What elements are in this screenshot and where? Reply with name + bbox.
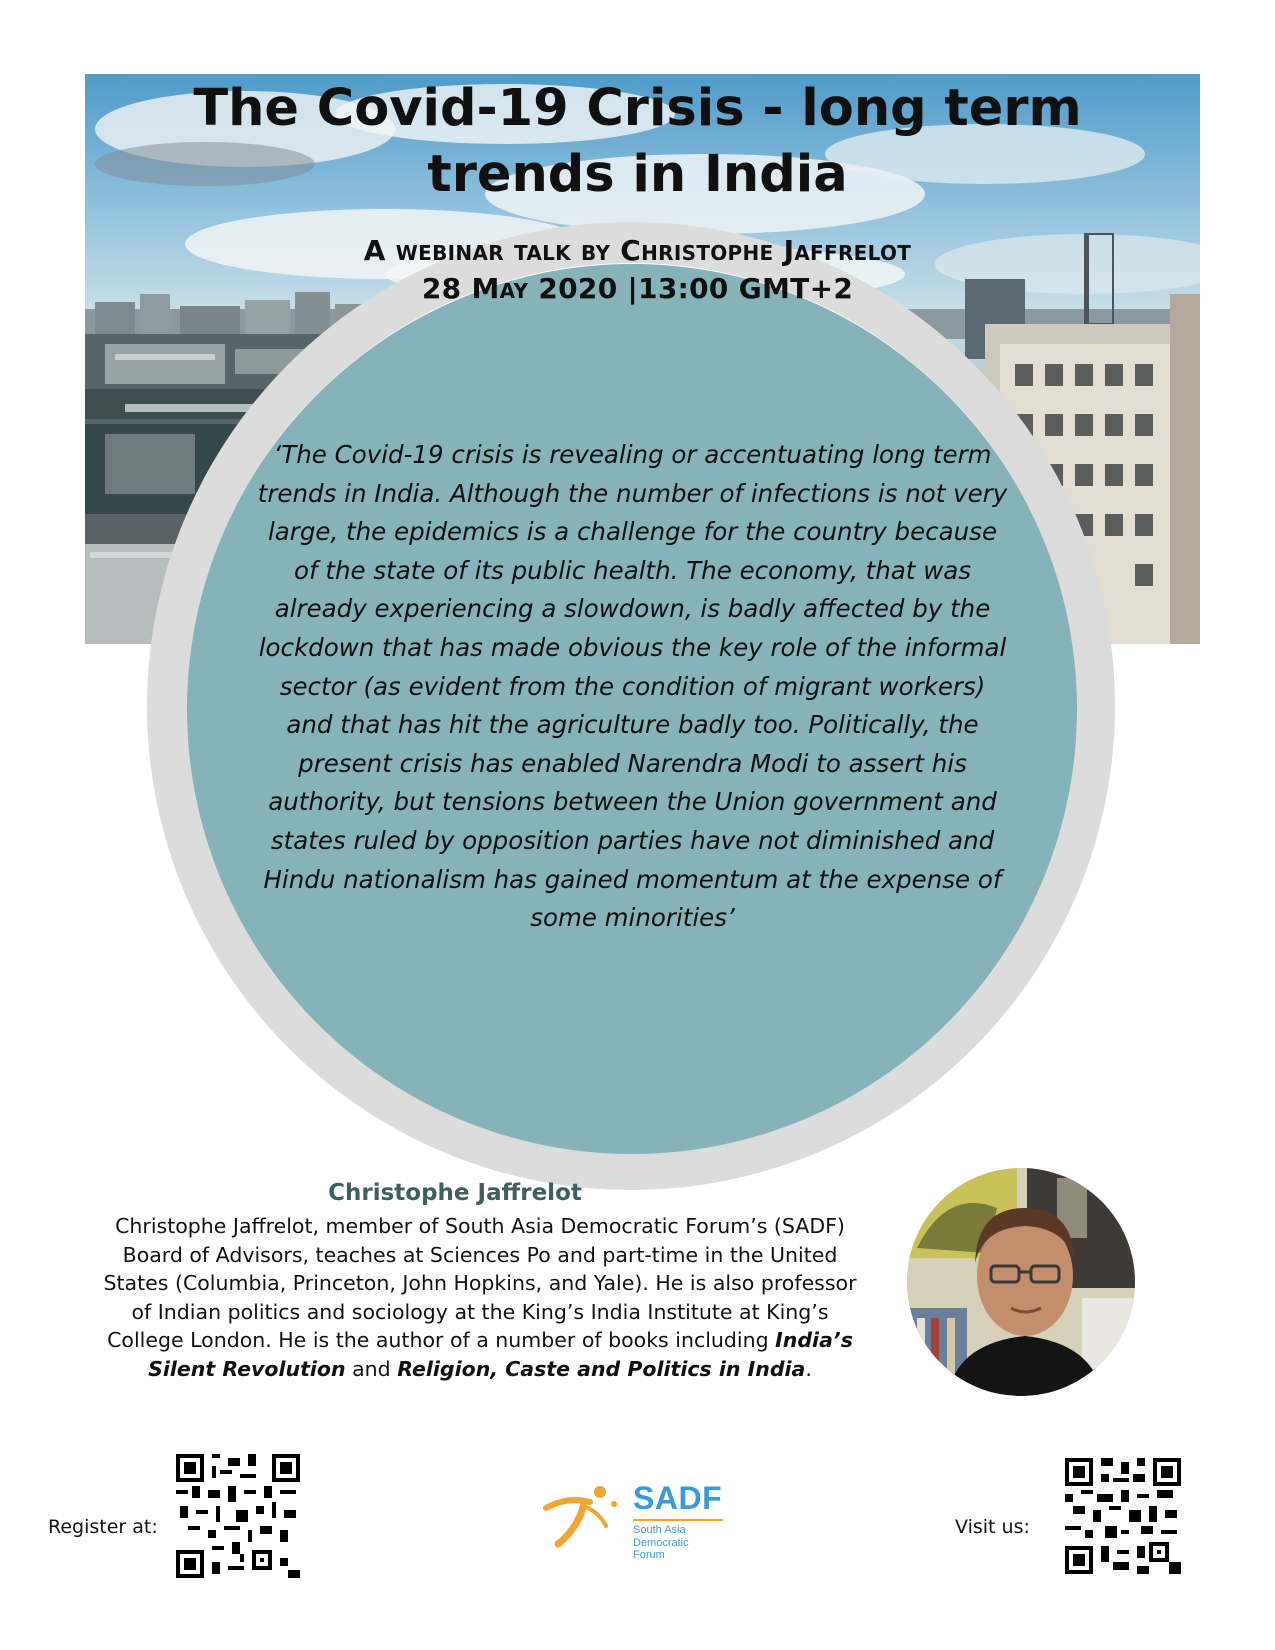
logo-sub-line-3: Forum xyxy=(633,1549,665,1561)
event-subtitle xyxy=(190,232,1085,308)
bio-text: Christophe Jaffrelot, member of South Asia Democratic Forum’s (SADF) Board of Advisors, teaches at Sciences Po and part-time in the United States (Columbia, Princeton, John Hopkins, and Yale). He is also professor of Indian politics and sociology at the King’s India Institute at King’s College London. He is the author of a number of books including xyxy=(103,1214,857,1352)
visit-label: Visit us: xyxy=(955,1516,1030,1538)
page-title xyxy=(140,76,1135,208)
book-title-1: India’s Silent Revolution xyxy=(148,1328,853,1381)
register-qr-code[interactable] xyxy=(176,1454,300,1578)
bio-end: . xyxy=(805,1356,812,1381)
sadf-figure-icon xyxy=(538,1478,628,1558)
speaker-photo xyxy=(907,1168,1135,1396)
speaker-name: Christophe Jaffrelot xyxy=(328,1180,582,1206)
logo-sub-line-1: South Asia xyxy=(633,1524,686,1536)
register-label: Register at: xyxy=(48,1516,158,1538)
speaker-bio xyxy=(100,1212,860,1383)
quote-text: ‘The Covid-19 crisis is revealing or accentuating long term trends in India. Although the number of infections is not very large, the epidemics is a challenge for the country because of the state of its public health. The economy, that was already experiencing a slowdown, is badly affected by the lockdown that has made obvious the key role of the informal sector (as evident from the condition of migrant workers) and that has hit the agriculture badly too. Politically, the present crisis has enabled Narendra Modi to assert his authority, but tensions between the Union government and states ruled by opposition parties have not diminished and Hindu nationalism has gained momentum at the expense of some minorities’ xyxy=(257,440,1008,933)
webinar-speaker-line: A webinar talk by Christophe Jaffrelot xyxy=(363,234,912,267)
title-line-1: The Covid-19 Crisis - long term xyxy=(193,79,1082,138)
logo-underline xyxy=(633,1519,723,1521)
event-date-time: 28 May 2020 |13:00 GMT+2 xyxy=(421,272,854,305)
logo-subtitle xyxy=(633,1524,689,1562)
logo-wordmark: SADF xyxy=(633,1480,723,1516)
book-title-2: Religion, Caste and Politics in India xyxy=(397,1356,806,1381)
bio-and: and xyxy=(345,1356,398,1381)
title-line-2: trends in India xyxy=(427,145,848,204)
logo-sub-line-2: Democratic xyxy=(633,1536,689,1549)
visit-qr-code[interactable] xyxy=(1065,1458,1181,1574)
sadf-logo[interactable] xyxy=(538,1478,728,1568)
